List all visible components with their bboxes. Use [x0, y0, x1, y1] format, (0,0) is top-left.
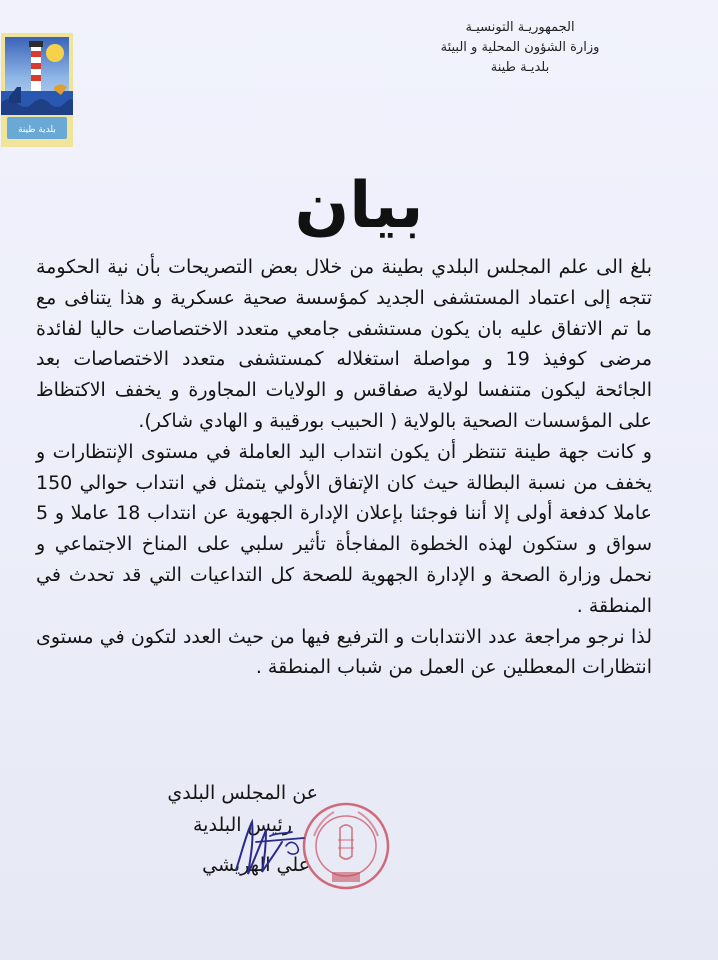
logo-caption: بلدية طينة — [18, 125, 56, 135]
letterhead-republic: الجمهوريـة التونسيـة — [465, 20, 575, 35]
municipality-logo — [1, 33, 73, 147]
signature-title: رئيس البلدية — [193, 814, 292, 836]
document-title: بيان — [294, 169, 424, 243]
letterhead — [390, 18, 650, 78]
letterhead-ministry: وزارة الشؤون المحلية و البيئة — [440, 40, 600, 55]
signature-name: علي الهريشي — [202, 854, 310, 876]
paragraph-1: بلغ الى علم المجلس البلدي بطينة من خلال بعض التصريحات بأن نية الحكومة تتجه إلى اعتماد المستشفى الجديد كمؤسسة صحية عسكرية و هذا يتنافى مع ما تم الاتفاق عليه بان يكون مستشفى جامعي متعدد الاختصاصات حاليا لفائدة مرضى كوفيذ 19 و مواصلة استغلاله كمستشفى متعدد الاختصاصات بعد الجائحة ليكون متنفسا لولاية صفاقس و الولايات المجاورة و يخفف الاكتظاظ على المؤسسات الصحية بالولاية ( الحبيب بورقيبة و الهادي شاكر). — [36, 256, 652, 432]
statement-body — [36, 252, 652, 683]
signature-on-behalf: عن المجلس البلدي — [167, 782, 318, 804]
lighthouse-logo-icon — [1, 33, 73, 147]
letterhead-municipality: بلديـة طينة — [490, 60, 550, 75]
paragraph-2: و كانت جهة طينة تنتظر أن يكون انتداب اليد العاملة في مستوى الإنتظارات و يخفف من نسبة البطالة حيث كان الإتفاق الأولي يتمثل في انتداب حوالي 150 عاملا كدفعة أولى إلا أننا فوجئنا بإعلان الإدارة الجهوية عن انتداب 18 عاملا و 5 سواق و ستكون لهذه الخطوة المفاجأة تأثير سلبي على المناخ الاجتماعي و نحمل وزارة الصحة و الإدارة الجهوية للصحة كل التداعيات التي قد تحدث في المنطقة . — [36, 440, 652, 617]
handwritten-signature-icon — [226, 812, 318, 882]
paragraph-3: لذا نرجو مراجعة عدد الانتدابات و الترفيع فيها من حيث العدد لتكون في مستوى انتظارات المعطلين عن العمل من شباب المنطقة . — [36, 625, 652, 679]
